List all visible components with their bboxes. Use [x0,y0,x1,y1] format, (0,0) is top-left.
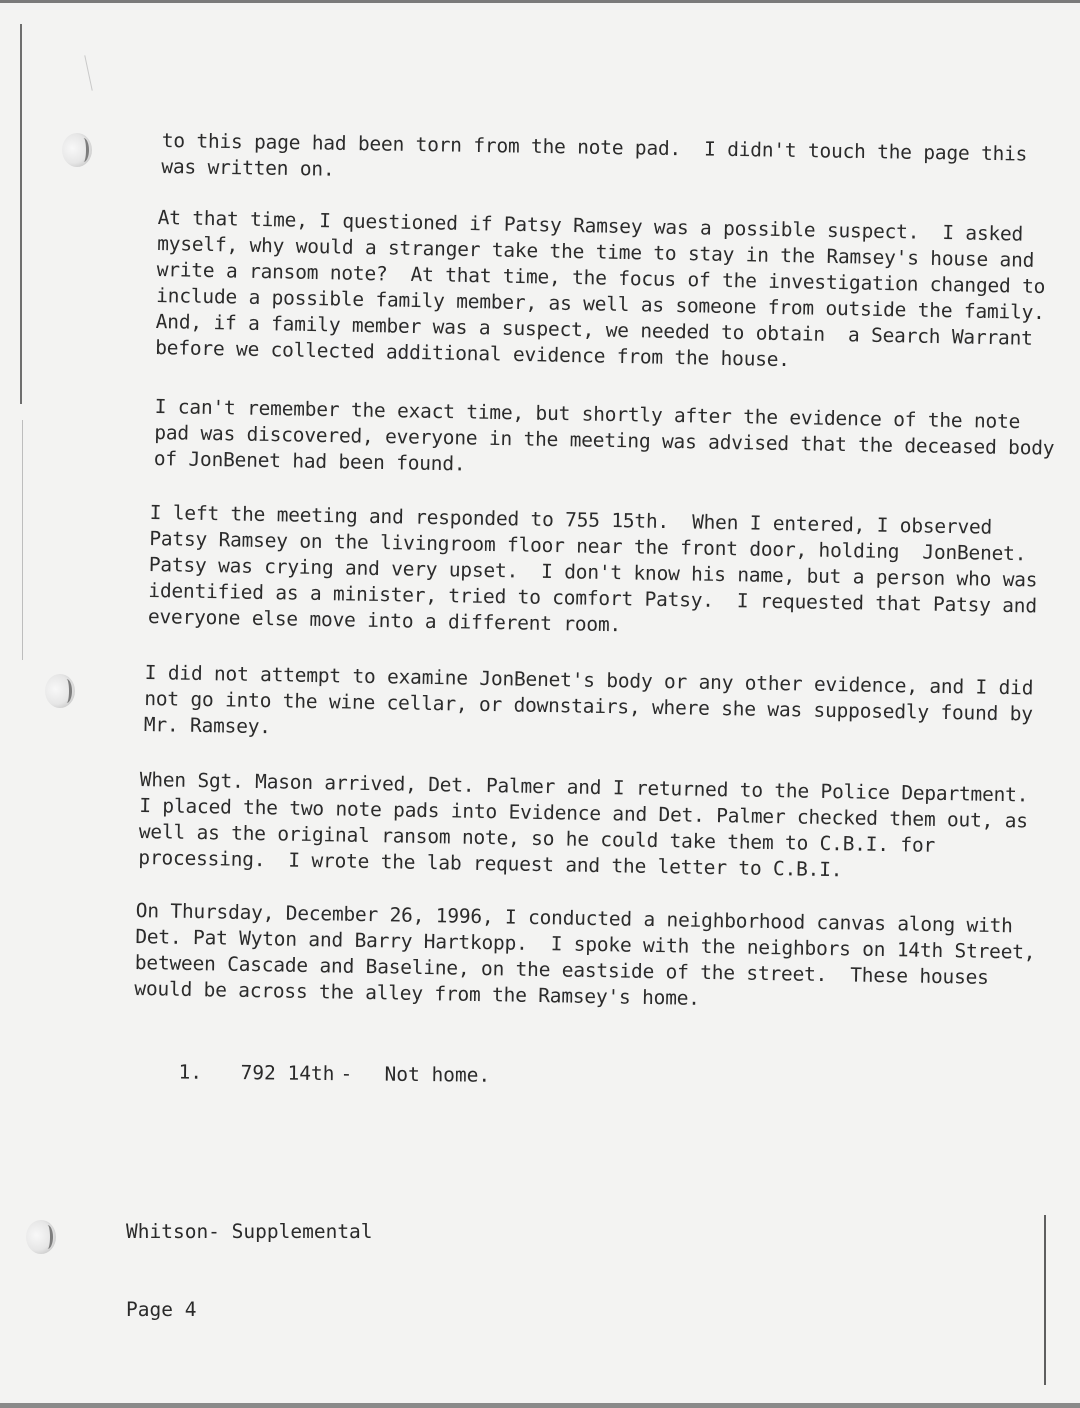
footer-page-number: Page 4 [126,1298,197,1321]
page-bottom-edge [0,1403,1080,1408]
punch-hole-middle [45,674,75,708]
punch-hole-bottom [26,1220,56,1254]
footer-title: Whitson- Supplemental [126,1220,373,1243]
paragraph-1: to this page had been torn from the note pad. I didn't touch the page this was written on. [161,128,1028,181]
paragraph-7: On Thursday, December 26, 1996, I conducted a neighborhood canvas along with Det. Pat Wyton and Barry Hartkopp. I spoke with the neighbors on 14th Street, between Cascade and Baseline, on the eastside of the street. These houses would be across the alley from the Ramsey's home. [134,898,1036,1010]
scan-mark [84,55,92,90]
list-item-number: 1. [178,1060,203,1084]
list-item [131,1033,490,1115]
page-top-edge [0,0,1080,3]
left-margin-line-faint [22,420,23,660]
punch-hole-top [62,133,92,167]
paragraph-5: I did not attempt to examine JonBenet's body or any other evidence, and I did not go into the wine cellar, or downstairs, where she was supposedly found by Mr. Ramsey. [143,660,1034,739]
paragraph-4: I left the meeting and responded to 755 15th. When I entered, I observed Patsy Ramsey on the livingroom floor near the front door, holding JonBenet. Patsy was crying and very upset. I don't know his name, but a person who was identified as a minister, tried to comfort Patsy. I requested that Patsy and everyone else move into a different room. [147,500,1038,637]
list-item-dash: - [340,1062,353,1086]
list-item-status: Not home. [384,1062,491,1087]
list-item-address: 792 14th [240,1061,335,1086]
paragraph-6: When Sgt. Mason arrived, Det. Palmer and I returned to the Police Department. I placed the two note pads into Evidence and Det. Palmer checked them out, as well as the original ransom note, so he could take them to C.B.I. for processing. I wrote the lab request and the letter to C.B.I. [138,767,1029,882]
right-margin-line [1044,1215,1046,1385]
paragraph-2: At that time, I questioned if Patsy Ramsey was a possible suspect. I asked myself, why would a stranger take the time to stay in the Ramsey's house and write a ransom note? At that time, the focus of the investigation changed to include a possible family member, as well as someone from outside the family. And, if a family member was a suspect, we needed to obtain a Search Warrant before we collected additional evidence from the house. [155,205,1046,372]
paragraph-3: I can't remember the exact time, but shortly after the evidence of the note pad was discovered, everyone in the meeting was advised that the deceased body of JonBenet had been found. [153,394,1055,476]
left-margin-line [20,24,22,404]
page-footer [126,1167,373,1375]
